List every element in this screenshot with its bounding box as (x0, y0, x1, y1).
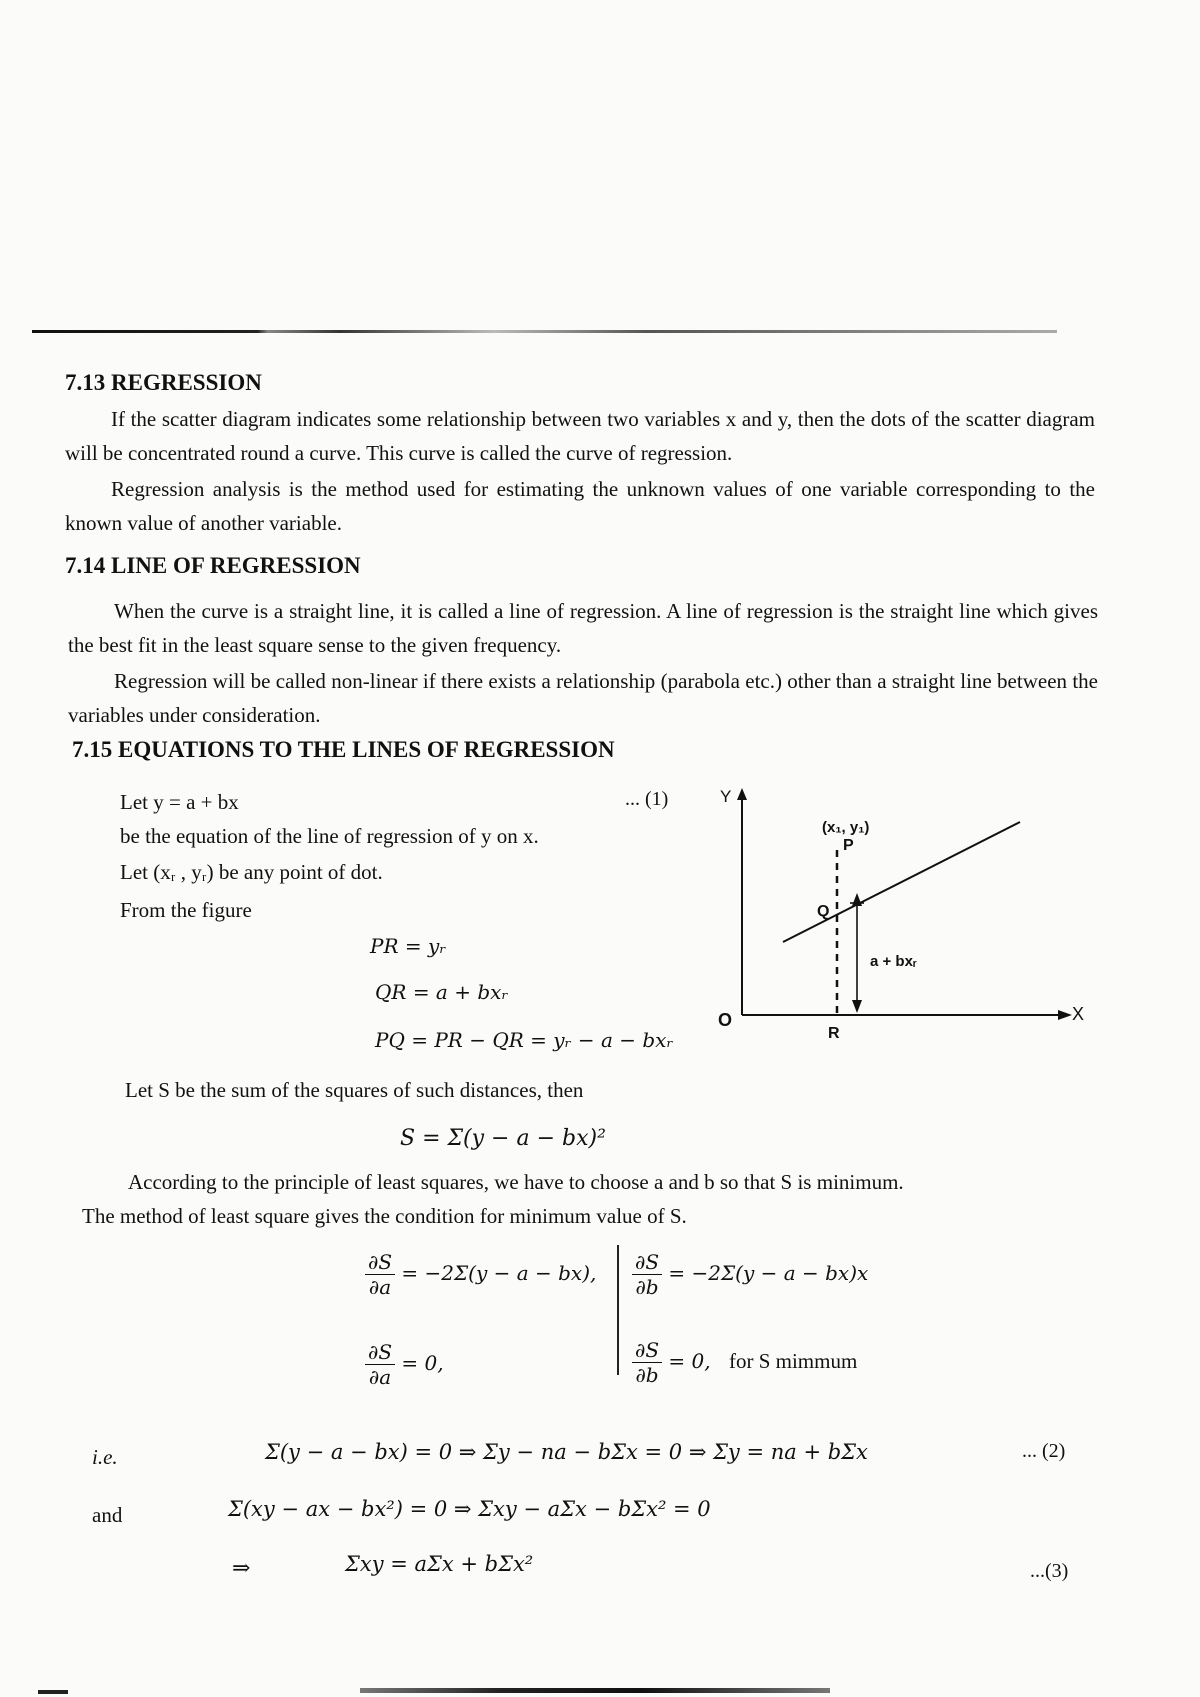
principle-paragraph (82, 1165, 1082, 1233)
fraction-dS-da: $\frac{\partial S}{\partial a}$ (365, 1250, 395, 1299)
section-heading-line-of-regression: 7.14 LINE OF REGRESSION (65, 553, 361, 578)
section-heading-regression: 7.13 REGRESSION (65, 370, 262, 395)
pq-equation: PQ = PR − QR = yᵣ − a − bxᵣ (375, 1028, 674, 1052)
paragraph-scatter-diagram: If the scatter diagram indicates some relationship between two variables x and y, then the dots of the scatter diagram will be concentrated round a curve. This curve is called the curve of regression. (65, 407, 1095, 465)
qr-equation: QR = a + bxᵣ (375, 980, 509, 1004)
partial-b-expression (632, 1250, 868, 1299)
partial-a-rhs: = −2Σ(y − a − bx), (401, 1261, 597, 1285)
regression-line (783, 822, 1020, 942)
partial-a-zero: $\frac{\partial S}{\partial a}$ = 0, (365, 1340, 444, 1389)
sum-of-squares-line: Let S be the sum of the squares of such distances, then (125, 1078, 584, 1102)
distance-arrow-down-icon (852, 1000, 862, 1013)
paragraph-regression-analysis: Regression analysis is the method used for estimating the unknown values of one variable corresponding to the known value of another variable. (65, 477, 1095, 535)
pr-equation: PR = yᵣ (370, 934, 447, 958)
point-definition-line: Let (xᵣ , yᵣ) be any point of dot. (120, 860, 383, 884)
regression-figure (700, 780, 1085, 1050)
point-p-label: P (843, 837, 854, 854)
bottom-rule (360, 1688, 830, 1693)
from-figure-line: From the figure (120, 898, 252, 922)
y-axis-label: Y (720, 787, 732, 806)
bottom-left-mark (38, 1690, 68, 1694)
top-rule (32, 330, 1057, 333)
fraction-dS-db: $\frac{\partial S}{\partial b}$ (632, 1250, 662, 1299)
point-coordinates-label: (x₁, y₁) (822, 819, 870, 836)
normal-equation-3-expanded: Σ(xy − ax − bx²) = 0 ⇒ Σxy − aΣx − bΣx² = 0 (228, 1497, 711, 1521)
x-axis-arrow-icon (1058, 1010, 1072, 1020)
distance-label: a + bxᵣ (870, 953, 917, 970)
principle-line-2: The method of least square gives the condition for minimum value of S. (82, 1204, 687, 1228)
for-minimum-note: for S mimmum (728, 1349, 858, 1373)
equation-number-2: ... (2) (1022, 1440, 1066, 1462)
partial-b-rhs: = −2Σ(y − a − bx)x (668, 1261, 869, 1285)
distance-arrow-up-icon (852, 893, 862, 906)
paragraph-line-of-regression: When the curve is a straight line, it is called a line of regression. A line of regression is the straight line which gives the best fit in the least square sense to the given frequency. (68, 599, 1098, 657)
partial-a-expression (365, 1250, 596, 1299)
ie-label: i.e. (92, 1445, 118, 1469)
equation-number-3: ...(3) (1030, 1560, 1069, 1582)
implies-arrow: ⇒ (232, 1556, 251, 1581)
normal-equation-3: Σxy = aΣx + bΣx² (345, 1552, 534, 1576)
principle-line-1: According to the principle of least squares, we have to choose a and b so that S is minimum. (128, 1170, 904, 1194)
section-heading-equations: 7.15 EQUATIONS TO THE LINES OF REGRESSION (72, 737, 615, 762)
equation-number-1: ... (1) (625, 788, 669, 810)
s-equation: S = Σ(y − a − bx)² (400, 1126, 606, 1151)
point-q-label: Q (817, 903, 830, 920)
x-axis-label: X (1072, 1004, 1085, 1024)
vertical-divider (617, 1245, 619, 1375)
paragraph-non-linear: Regression will be called non-linear if there exists a relationship (parabola etc.) other than a straight line between the variables under consideration. (68, 669, 1098, 727)
partial-b-zero: $\frac{\partial S}{\partial b}$ = 0, for S mimmum (632, 1338, 857, 1387)
normal-equation-2: Σ(y − a − bx) = 0 ⇒ Σy − na − bΣx = 0 ⇒ Σy = na + bΣx (265, 1440, 868, 1464)
origin-label: O (718, 1010, 733, 1030)
y-axis-arrow-icon (737, 788, 747, 800)
point-r-label: R (828, 1025, 840, 1042)
equation-description-line: be the equation of the line of regression of y on x. (120, 824, 539, 848)
let-equation-line: Let y = a + bx (120, 790, 239, 814)
and-label: and (92, 1503, 123, 1527)
